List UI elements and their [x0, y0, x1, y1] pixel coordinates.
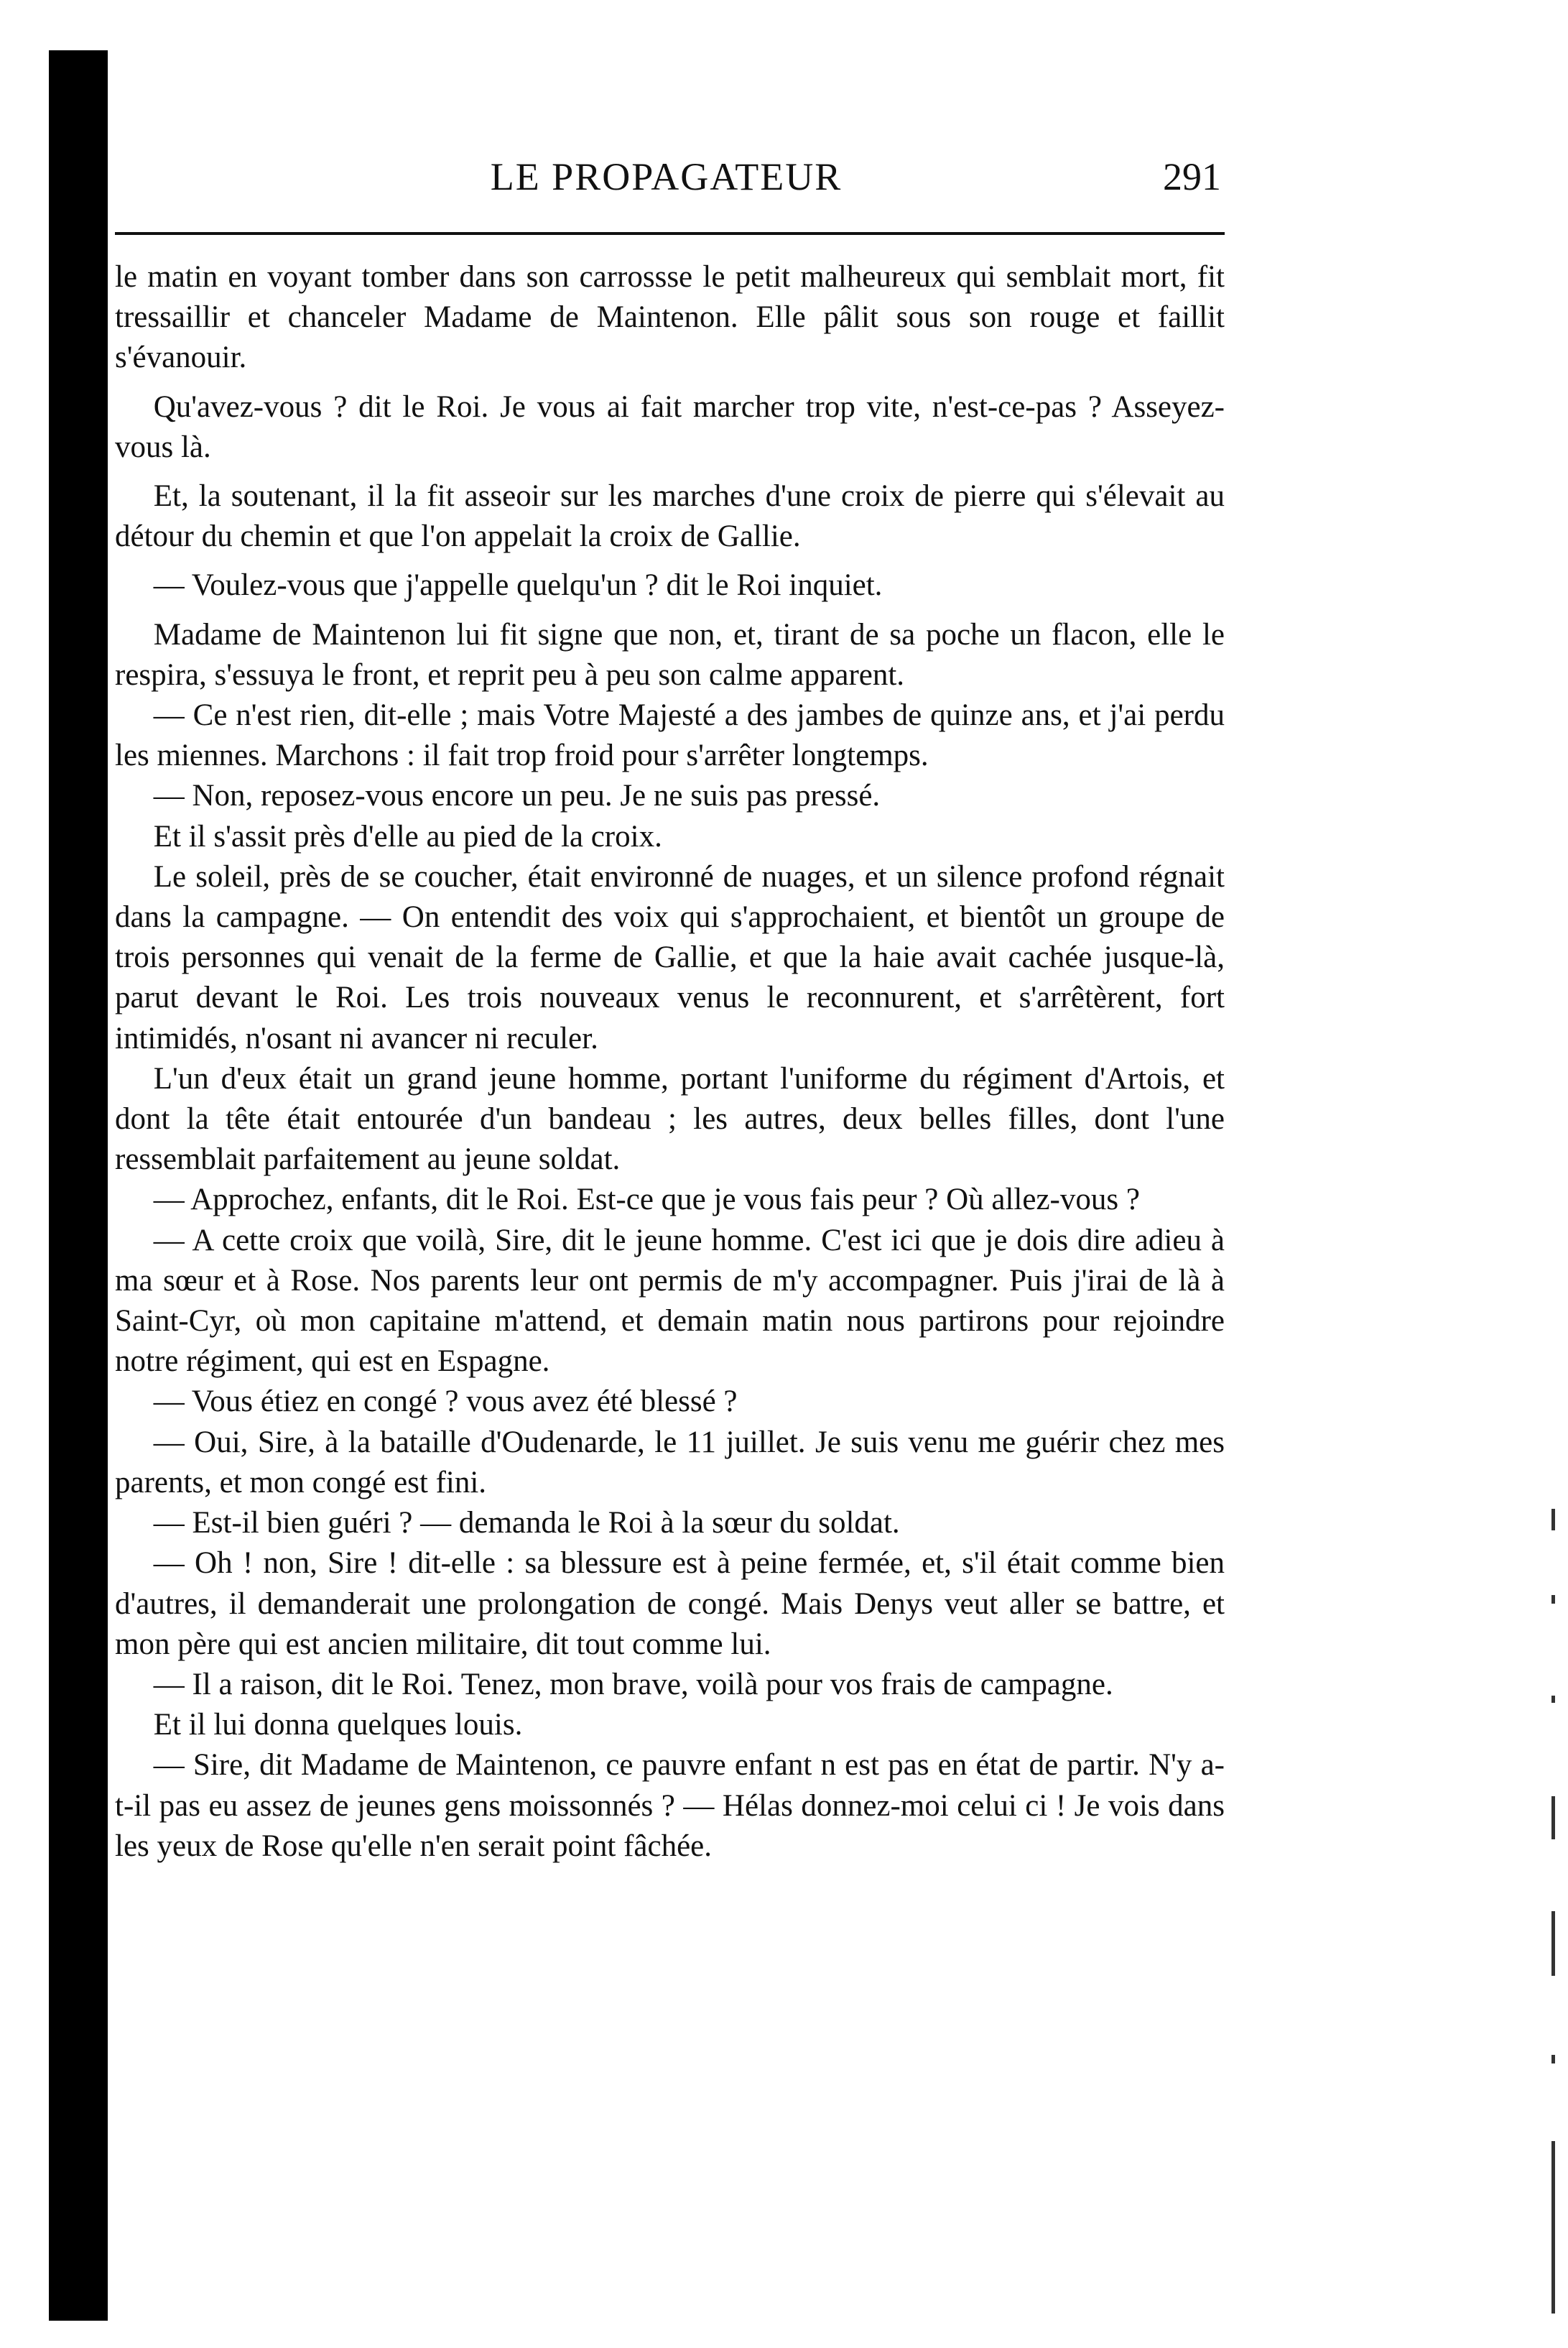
paragraph: — Voulez-vous que j'appelle quelqu'un ? dit le Roi inquiet.: [153, 568, 883, 603]
scan-speck: [1551, 2141, 1555, 2314]
scan-speck: [1551, 1595, 1555, 1604]
page-header: [111, 154, 1221, 212]
paragraph: — Approchez, enfants, dit le Roi. Est-ce que je vous fais peur ? Où allez-vous ?: [153, 1183, 1140, 1217]
paragraph: L'un d'eux était un grand jeune homme, portant l'uniforme du régiment d'Artois, et dont la tête était entourée d'un bandeau ; les autres, deux belles filles, dont l'une ressemblait parfaitement au jeune soldat.: [115, 1061, 1225, 1177]
running-title: LE PROPAGATEUR: [490, 155, 843, 198]
paragraph: le matin en voyant tomber dans son carrossse le petit malheureux qui semblait mort, fit tressaillir et chanceler Madame de Maintenon. Elle pâlit sous son rouge et faillit s'évanouir.: [115, 260, 1225, 375]
paragraph: Et, la soutenant, il la fit asseoir sur les marches d'une croix de pierre qui s'élevait au détour du chemin et que l'on appelait la croix de Gallie.: [115, 479, 1225, 554]
scan-speck: [1551, 2055, 1555, 2063]
paragraph: — Sire, dit Madame de Maintenon, ce pauvre enfant n est pas en état de partir. N'y a-t-il pas eu assez de jeunes gens moissonnés ? — Hélas donnez-moi celui ci ! Je vois dans les yeux de Rose qu'elle n'en serait point fâchée.: [115, 1748, 1225, 1863]
paragraph: — Oui, Sire, à la bataille d'Oudenarde, le 11 juillet. Je suis venu me guérir chez mes parents, et mon congé est fini.: [115, 1425, 1225, 1499]
binding-edge: [49, 50, 108, 2321]
paragraph: — Ce n'est rien, dit-elle ; mais Votre Majesté a des jambes de quinze ans, et j'ai perdu les miennes. Marchons : il fait trop froid pour s'arrêter longtemps.: [115, 698, 1225, 773]
scan-speck: [1551, 1911, 1555, 1976]
page-number: 291: [1163, 155, 1221, 198]
paragraph: — Non, reposez-vous encore un peu. Je ne suis pas pressé.: [153, 779, 881, 813]
header-rule: [115, 232, 1225, 235]
paragraph: Madame de Maintenon lui fit signe que non, et, tirant de sa poche un flacon, elle le respira, s'essuya le front, et reprit peu à peu son calme apparent.: [115, 617, 1225, 692]
paragraph: — Vous étiez en congé ? vous avez été blessé ?: [153, 1385, 738, 1419]
scan-speck: [1551, 1509, 1555, 1530]
paragraph: — Oh ! non, Sire ! dit-elle : sa blessure est à peine fermée, et, s'il était comme bien d'autres, il demanderait une prolongation de congé. Mais Denys veut aller se battre, et mon père qui est ancien militaire, dit tout comme lui.: [115, 1546, 1225, 1661]
paragraph: — Il a raison, dit le Roi. Tenez, mon brave, voilà pour vos frais de campagne.: [153, 1667, 1113, 1701]
scan-margin-marks: [1551, 1509, 1557, 2335]
paragraph: Et il lui donna quelques louis.: [153, 1708, 523, 1742]
paragraph: — Est-il bien guéri ? — demanda le Roi à la sœur du soldat.: [153, 1506, 900, 1540]
paragraph: Le soleil, près de se coucher, était environné de nuages, et un silence profond régnait dans la campagne. — On entendit des voix qui s'approchaient, et bientôt un groupe de trois personnes qui venait de la ferme de Gallie, et que la haie avait cachée jusque-là, parut devant le Roi. Les trois nouveaux venus le reconnurent, et s'arrêtèrent, fort intimidés, n'osant ni avancer ni reculer.: [115, 859, 1225, 1055]
scan-speck: [1551, 1796, 1555, 1839]
scan-speck: [1551, 1696, 1555, 1703]
paragraph: Et il s'assit près d'elle au pied de la croix.: [153, 819, 662, 854]
body-text: [115, 257, 1225, 1867]
paragraph: Qu'avez-vous ? dit le Roi. Je vous ai fait marcher trop vite, n'est-ce-pas ? Asseyez-vous là.: [115, 389, 1225, 464]
paragraph: — A cette croix que voilà, Sire, dit le jeune homme. C'est ici que je dois dire adieu à ma sœur et à Rose. Nos parents leur ont permis de m'y accompagner. Puis j'irai de là à Saint-Cyr, où mon capitaine m'attend, et demain matin nous partirons pour rejoindre notre régiment, qui est en Espagne.: [115, 1223, 1225, 1379]
